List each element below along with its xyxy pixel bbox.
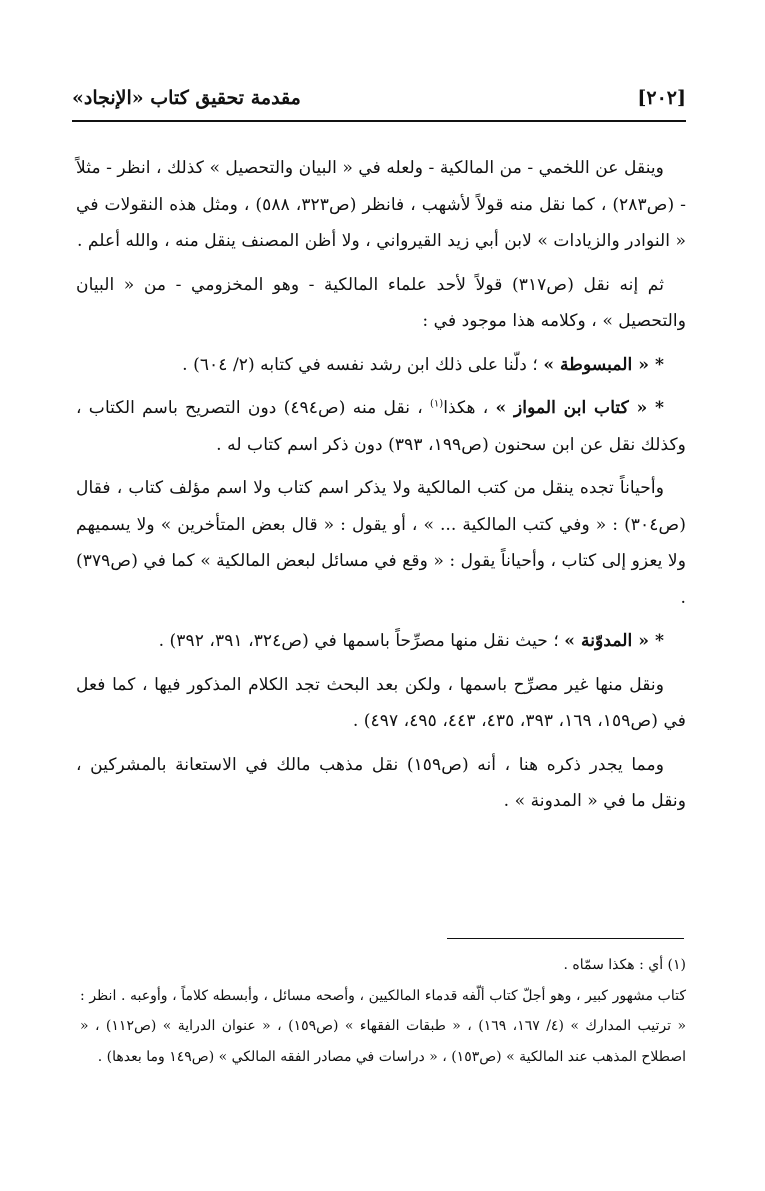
bullet-text: ؛ دلّنا على ذلك ابن رشد نفسه في كتابه (٢/ ٦٠٤) .: [182, 354, 544, 375]
header-rule: [72, 120, 686, 122]
bullet-title: * « المدوّنة »: [564, 631, 664, 651]
footnote-ref: (١): [430, 398, 444, 410]
paragraph: ونقل منها غير مصرِّح باسمها ، ولكن بعد البحث تجد الكلام المذكور فيها ، كما فعل في (ص١٥٩، ١٦٩، ٣٩٣، ٤٣٥، ٤٤٣، ٤٩٥، ٤٩٧) .: [76, 674, 686, 731]
footnote-2: كتاب مشهور كبير ، وهو أجلّ كتاب ألّفه قدماء المالكيين ، وأصحه مسائل ، وأبسطه كلاماً ، وأوعبه . انظر : « ترتيب المدارك » (٤/ ١٦٧، ١٦٩) ، « طبقات الفقهاء » (ص١٥٩) ، « عنوان الدراية » (ص١١٢) ، « اصطلاح المذهب عند المالكية » (ص١٥٣) ، « دراسات في مصادر الفقه المالكي » (ص١٤٩ وما بعدها) .: [80, 987, 687, 1065]
page-header: [72, 78, 686, 118]
bullet-text: ؛ حيث نقل منها مصرِّحاً باسمها في (ص٣٢٤، ٣٩١، ٣٩٢) .: [158, 631, 565, 651]
paragraph: وينقل عن اللخمي - من المالكية - ولعله في « البيان والتحصيل » كذلك ، انظر - مثلاً - (ص٢٨٣) ، كما نقل منه قولاً لأشهب ، فانظر (ص٣٢٣، ٥٨٨) ، ومثل هذه النقولات في « النوادر والزيادات » لابن أبي زيد القيرواني ، ولا أظن المصنف ينقل منه ، والله أعلم .: [76, 158, 686, 251]
bullet-mudawwana: [76, 623, 686, 660]
bullet-title: * « كتاب ابن المواز »: [495, 398, 664, 418]
running-title: مقدمة تحقيق كتاب «الإنجاد»: [72, 87, 301, 109]
page-number: [٢٠٢]: [637, 87, 686, 109]
bullet-title: * « المبسوطة »: [543, 354, 664, 375]
footnotes: [80, 950, 686, 1072]
footnote-rule: [447, 938, 684, 939]
main-text: [76, 150, 686, 827]
bullet-text: ، هكذا: [443, 398, 496, 418]
paragraph: وأحياناً تجده ينقل من كتب المالكية ولا يذكر اسم كتاب ولا اسم مؤلف كتاب ، فقال (ص٣٠٤) : « وفي كتب المالكية ... » ، أو يقول : « قال بعض المتأخرين » ولا يسميهم ولا يعزو إلى كتاب ، وأحياناً يقول : « وقع في مسائل لبعض المالكية » كما في (ص٣٧٩) .: [76, 478, 686, 608]
footnote-1: (١) أي : هكذا سمّاه .: [563, 957, 686, 973]
paragraph: ومما يجدر ذكره هنا ، أنه (ص١٥٩) نقل مذهب مالك في الاستعانة بالمشركين ، ونقل ما في « المدونة » .: [76, 754, 686, 811]
bullet-mabsuta: [76, 347, 686, 384]
bullet-text: ، نقل منه (ص٤٩٤) دون التصريح باسم الكتاب ، وكذلك نقل عن ابن سحنون (ص١٩٩، ٣٩٣) دون ذكر اسم كتاب له .: [76, 398, 686, 455]
paragraph: ثم إنه نقل (ص٣١٧) قولاً لأحد علماء المالكية - وهو المخزومي - من « البيان والتحصيل » ، وكلامه هذا موجود في :: [76, 274, 686, 331]
bullet-ibn-mawwaz: [76, 390, 686, 463]
